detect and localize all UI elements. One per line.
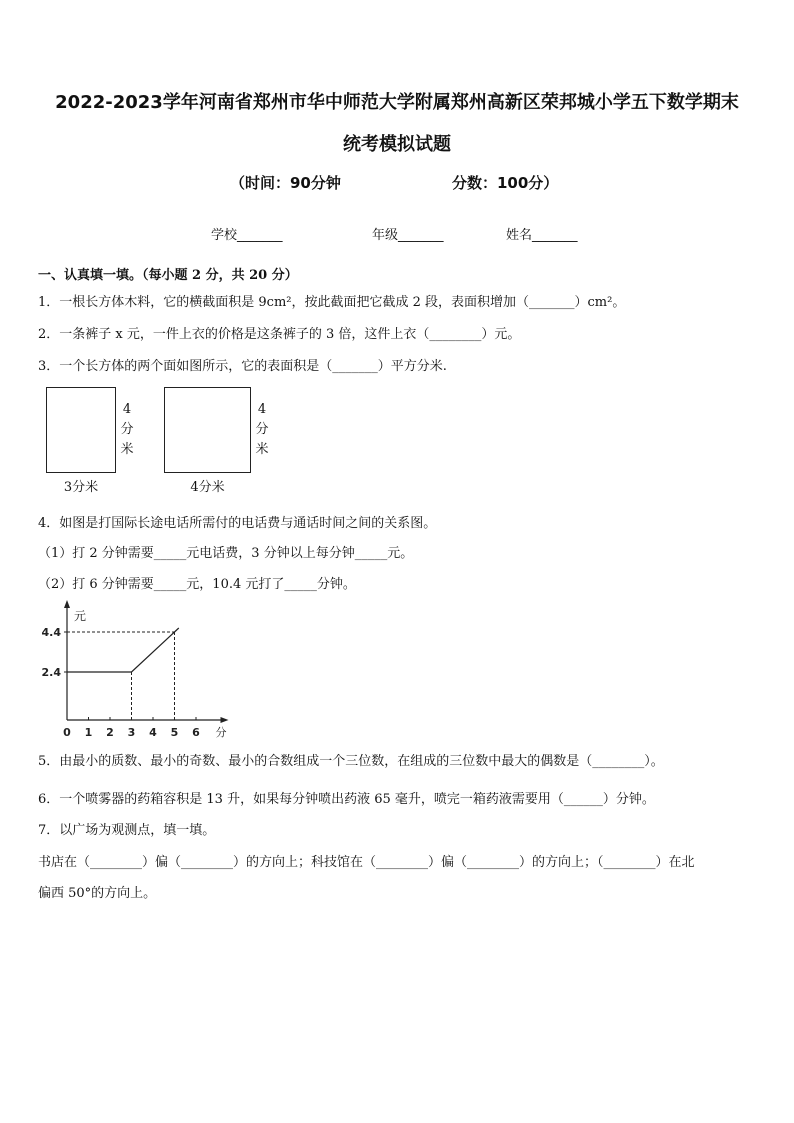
x-tick-label: 5 [170,726,179,739]
question-4: 4．如图是打国际长途电话所需付的电话费与通话时间之间的关系图。 [38,516,437,531]
x-tick-label: 4 [149,726,157,739]
x-axis-label: 分 [215,726,227,739]
y-tick-label: 2.4 [41,666,61,679]
exam-time: （时间：90分钟 [230,174,341,192]
exam-title-line2: 统考模拟试题 [343,134,451,155]
question-7-line-1: 书店在（________）偏（________）的方向上；科技馆在（________）偏（________）的方向上；（________）在北 [38,855,695,870]
exam-score: 分数：100分） [452,174,559,192]
question-5: 5．由最小的质数、最小的奇数、最小的合数组成一个三位数，在组成的三位数中最大的偶数是（________）。 [38,754,664,769]
fee-line [67,628,179,672]
x-tick-label: 3 [127,726,136,739]
exam-title-line1: 2022-2023学年河南省郑州市华中师范大学附属郑州高新区荣邦城小学五下数学期末 [55,92,739,113]
school-field: 学校_______ [211,228,283,243]
y-axis-arrow [64,600,70,608]
question-2: 2．一条裤子 x 元，一件上衣的价格是这条裤子的 3 倍，这件上衣（________）元。 [38,327,521,342]
y-tick-label: 4.4 [41,626,61,639]
section-heading: 一、认真填一填。（每小题 2 分，共 20 分） [38,268,298,283]
face-right-rect [164,387,251,473]
face-right-width-label: 4分米 [190,480,225,495]
name-field: 姓名_______ [506,228,578,243]
face-left-width-label: 3分米 [63,480,99,495]
question-6: 6．一个喷雾器的药箱容积是 13 升，如果每分钟喷出药液 65 毫升，喷完一箱药液需要用（______）分钟。 [38,792,655,807]
face-left-height-label: 4 分 米 [120,402,134,457]
question-4-part-1: （1）打 2 分钟需要_____元电话费，3 分钟以上每分钟_____元。 [38,546,414,561]
face-right-height-label: 4 分 米 [255,402,269,457]
question-7-line-2: 偏西 50°的方向上。 [38,886,157,901]
phone-fee-chart [30,598,240,740]
x-tick-label: 6 [192,726,200,739]
grade-field: 年级_______ [372,228,444,243]
question-3: 3．一个长方体的两个面如图所示，它的表面积是（_______）平方分米. [38,359,447,374]
y-axis-label: 元 [74,609,87,623]
question-7: 7．以广场为观测点，填一填。 [38,823,216,838]
x-tick-label: 1 [84,726,93,739]
x-tick-label: 2 [106,726,114,739]
x-tick-label: 0 [63,726,71,739]
face-left-rect [46,387,116,473]
x-axis-arrow [221,717,229,723]
question-1: 1．一根长方体木料，它的横截面积是 9cm²，按此截面把它截成 2 段，表面积增加（_______）cm²。 [38,295,626,310]
question-4-part-2: （2）打 6 分钟需要_____元，10.4 元打了_____分钟。 [38,577,356,592]
